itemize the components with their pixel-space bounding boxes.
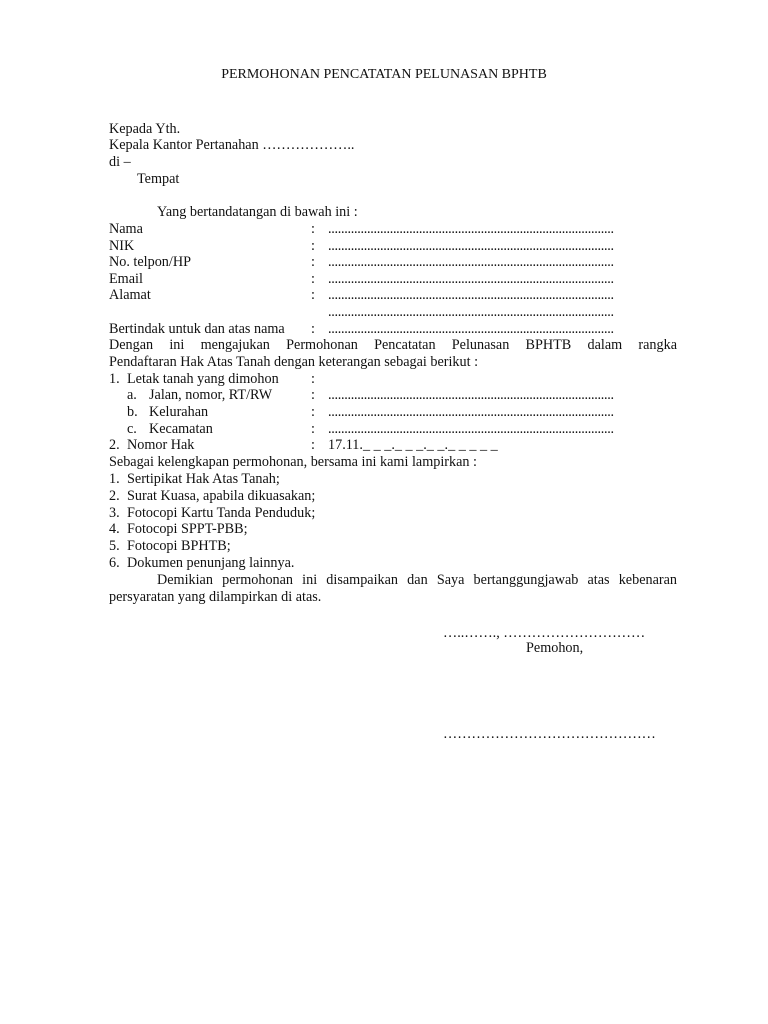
attachment-text: Fotocopi Kartu Tanda Penduduk; xyxy=(127,505,316,521)
recipient-line-1: Kepada Yth. xyxy=(109,121,181,137)
document-title: PERMOHONAN PENCATATAN PELUNASAN BPHTB xyxy=(221,67,547,82)
field-value-kecamatan[interactable]: ........................................................................................ xyxy=(328,421,614,437)
detail-subitem-kecamatan xyxy=(127,421,213,438)
recipient-line-4: Tempat xyxy=(137,171,180,187)
recipient-line-3: di – xyxy=(109,154,131,170)
attachment-number: 6. xyxy=(109,555,120,571)
field-colon: : xyxy=(311,238,315,254)
field-label-email: Email xyxy=(109,271,143,287)
attachments-intro: Sebagai kelengkapan permohonan, bersama ini kami lampirkan : xyxy=(109,454,477,470)
detail-subitem-label: Jalan, nomor, RT/RW xyxy=(149,387,273,403)
detail-item-label: Nomor Hak xyxy=(127,437,195,453)
attachment-item xyxy=(109,505,315,522)
attachment-item xyxy=(109,488,315,505)
field-colon: : xyxy=(311,437,315,453)
field-colon: : xyxy=(311,421,315,437)
closing-paragraph-line-1: Demikian permohonan ini disampaikan dan Saya bertanggungjawab atas kebenaran xyxy=(157,572,677,588)
field-label-telp: No. telpon/HP xyxy=(109,254,191,270)
detail-item-number: 2. xyxy=(109,437,120,453)
attachment-number: 1. xyxy=(109,471,120,487)
field-value-alamat[interactable]: ........................................................................................ xyxy=(328,287,614,303)
attachment-number: 2. xyxy=(109,488,120,504)
detail-subitem-letter: a. xyxy=(127,387,137,403)
field-colon: : xyxy=(311,371,315,387)
field-value-kelurahan[interactable]: ........................................................................................ xyxy=(328,404,614,420)
request-paragraph-line-2: Pendaftaran Hak Atas Tanah dengan keterangan sebagai berikut : xyxy=(109,354,479,370)
detail-subitem-jalan xyxy=(127,387,272,404)
field-row-nama xyxy=(109,221,143,238)
attachment-text: Surat Kuasa, apabila dikuasakan; xyxy=(127,488,316,504)
attachment-text: Sertipikat Hak Atas Tanah; xyxy=(127,471,280,487)
field-colon: : xyxy=(311,321,315,337)
detail-subitem-label: Kelurahan xyxy=(149,404,209,420)
field-value-telp[interactable]: ........................................................................................ xyxy=(328,254,614,270)
attachment-item xyxy=(109,521,248,538)
field-value-email[interactable]: ........................................................................................ xyxy=(328,271,614,287)
intro-text: Yang bertandatangan di bawah ini : xyxy=(157,204,358,220)
field-value-nik[interactable]: ........................................................................................ xyxy=(328,238,614,254)
field-colon: : xyxy=(311,387,315,403)
attachment-number: 5. xyxy=(109,538,120,554)
recipient-line-2: Kepala Kantor Pertanahan ……………….. xyxy=(109,137,355,153)
attachment-number: 4. xyxy=(109,521,120,537)
field-value-bertindak[interactable]: ........................................................................................ xyxy=(328,321,614,337)
field-label-nama: Nama xyxy=(109,221,143,237)
attachment-text: Dokumen penunjang lainnya. xyxy=(127,555,295,571)
field-value-jalan[interactable]: ........................................................................................ xyxy=(328,387,614,403)
signature-name-line[interactable]: ……………………………………… xyxy=(443,726,656,742)
detail-subitem-letter: b. xyxy=(127,404,138,420)
field-row-email xyxy=(109,271,143,288)
signature-place-date[interactable]: …..……., ………………………… xyxy=(443,625,646,641)
field-value-alamat-line-2[interactable]: ........................................................................................ xyxy=(328,304,614,320)
detail-item-letak xyxy=(109,371,279,388)
request-paragraph-line-1: Dengan ini mengajukan Permohonan Pencatatan Pelunasan BPHTB dalam rangka xyxy=(109,337,677,353)
field-colon: : xyxy=(311,271,315,287)
attachment-item xyxy=(109,555,294,572)
detail-item-number: 1. xyxy=(109,371,120,387)
attachment-item xyxy=(109,471,280,488)
field-label-nik: NIK xyxy=(109,238,135,254)
detail-subitem-label: Kecamatan xyxy=(149,421,213,437)
closing-paragraph-line-2: persyaratan yang dilampirkan di atas. xyxy=(109,589,322,605)
field-label-bertindak: Bertindak untuk dan atas nama xyxy=(109,321,285,337)
detail-item-nomor-hak xyxy=(109,437,194,454)
detail-item-label: Letak tanah yang dimohon xyxy=(127,371,279,387)
signature-role: Pemohon, xyxy=(526,640,584,656)
field-row-alamat xyxy=(109,287,151,304)
field-colon: : xyxy=(311,287,315,303)
field-row-telp xyxy=(109,254,191,271)
field-label-alamat: Alamat xyxy=(109,287,151,303)
attachment-number: 3. xyxy=(109,505,120,521)
attachment-text: Fotocopi BPHTB; xyxy=(127,538,231,554)
attachment-item xyxy=(109,538,231,555)
field-value-nama[interactable]: ........................................................................................ xyxy=(328,221,614,237)
detail-subitem-letter: c. xyxy=(127,421,137,437)
field-row-bertindak xyxy=(109,321,285,338)
field-colon: : xyxy=(311,254,315,270)
field-colon: : xyxy=(311,404,315,420)
field-colon: : xyxy=(311,221,315,237)
field-row-nik xyxy=(109,238,134,255)
detail-subitem-kelurahan xyxy=(127,404,208,421)
field-value-nomor-hak[interactable]: 17.11._ _ _._ _ _._ _._ _ _ _ _ xyxy=(328,437,498,453)
attachment-text: Fotocopi SPPT-PBB; xyxy=(127,521,248,537)
